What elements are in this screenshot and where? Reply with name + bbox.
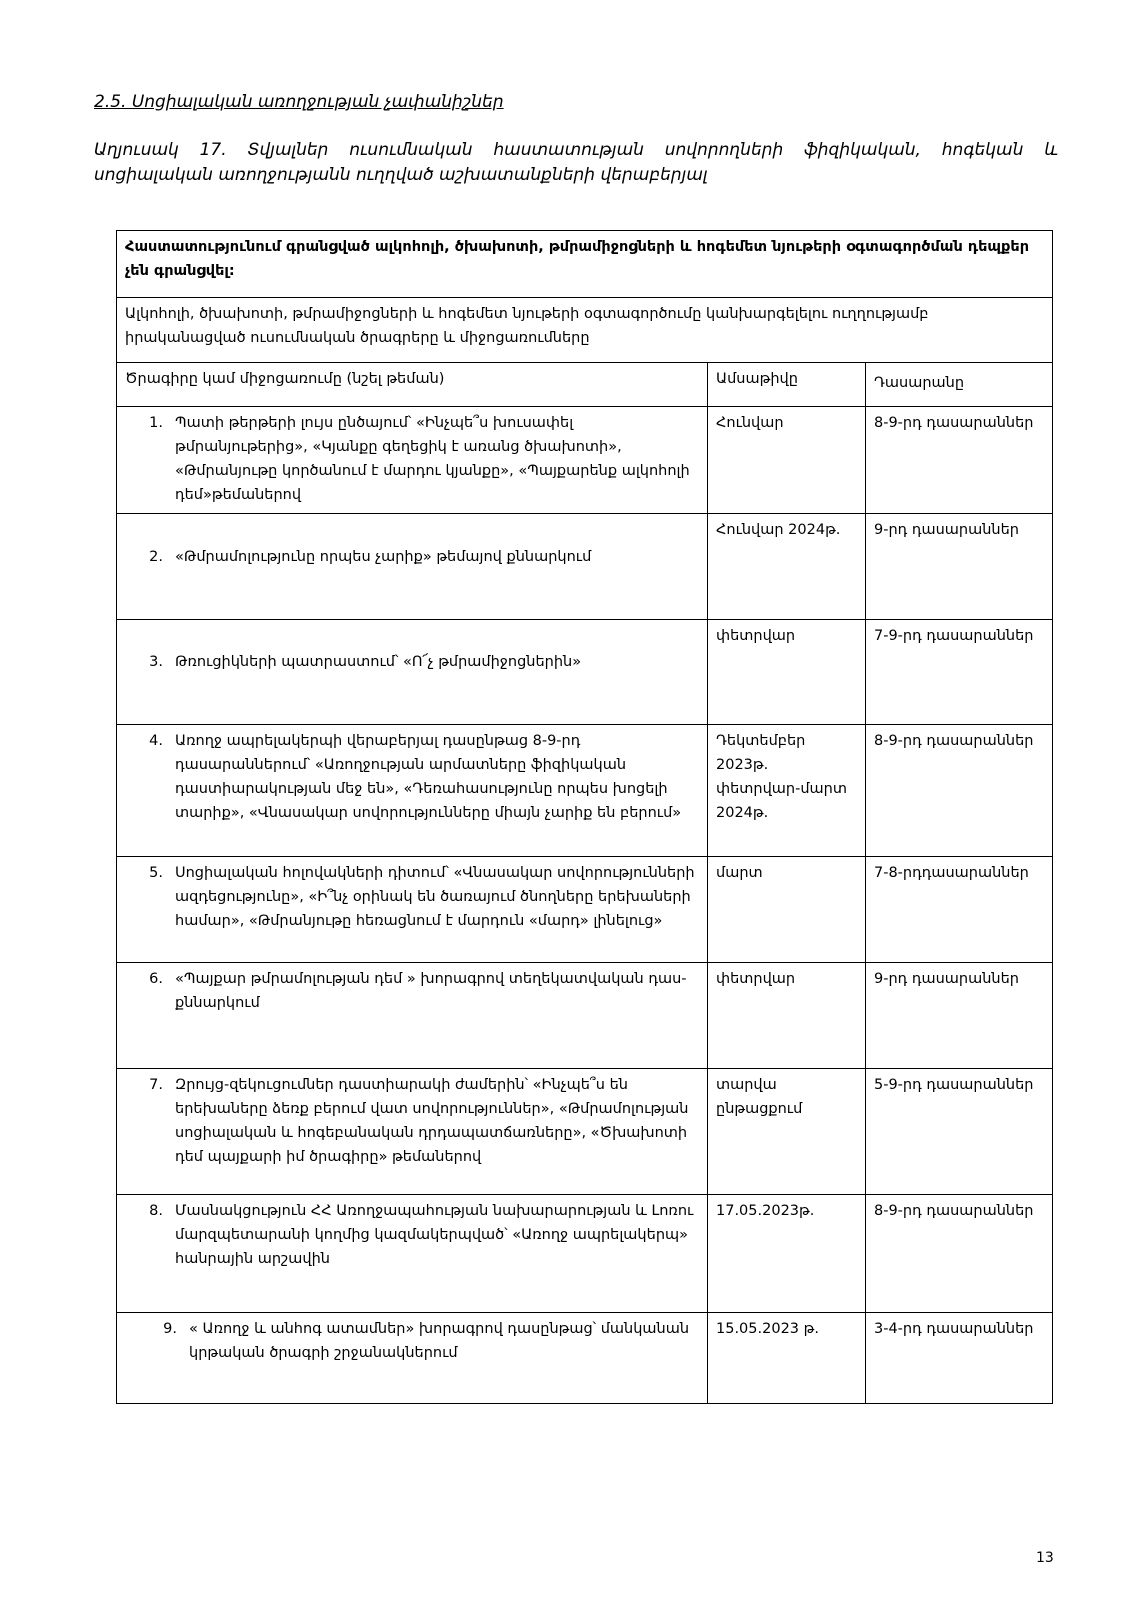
date-cell: Դեկտեմբեր 2023թ. փետրվար-մարտ 2024թ.	[708, 725, 866, 857]
section-title: 2.5. Սոցիալական առողջության չափանիշներ	[94, 92, 504, 112]
row-number: 5.	[149, 865, 163, 881]
date-cell: 17.05.2023թ.	[708, 1195, 866, 1313]
row-number: 4.	[149, 733, 163, 749]
date-cell: Հունվար	[708, 407, 866, 514]
row-number: 1.	[149, 415, 163, 431]
date-cell: փետրվար	[708, 963, 866, 1069]
program-cell	[117, 963, 708, 1069]
program-cell	[117, 620, 708, 725]
program-cell	[117, 725, 708, 857]
table-row	[117, 407, 1053, 514]
grade-cell: 8-9-րդ դասարաններ	[866, 407, 1053, 514]
header-date: Ամսաթիվը	[708, 363, 866, 407]
program-cell	[117, 1069, 708, 1195]
date-cell: տարվա ընթացքում	[708, 1069, 866, 1195]
table-header-row	[117, 363, 1053, 407]
row-number: 3.	[149, 654, 163, 670]
grade-cell: 9-րդ դասարաններ	[866, 963, 1053, 1069]
table-row	[117, 1313, 1053, 1404]
grade-cell: 7-8-րդդասարաններ	[866, 857, 1053, 963]
program-text: Սոցիալական հոլովակների դիտում՝ «Վնասակար սովորությունների ազդեցությունը», «Ի՞նչ օրինակ են ծառայում ծնողները երեխաների համար», «Թմրանյութը հեռացնում է մարդուն «մարդ» լինելուց»	[175, 865, 695, 929]
program-text: Առողջ ապրելակերպի վերաբերյալ դասընթաց 8-9-րդ դասարաններում՝ «Առողջության արմատները ֆիզիկական դաստիարակության մեջ են», «Դեռահասությունը որպես խոցելի տարիք», «Վնասակար սովորությունները միայն չարիք են բերում»	[175, 733, 682, 821]
row-number: 6.	[149, 971, 163, 987]
row-number: 8.	[149, 1203, 163, 1219]
program-text: Պատի թերթերի լույս ընծայում՝ «Ինչպե՞ս խուսափել թմրանյութերից», «Կյանքը գեղեցիկ է առանց ծխախոտի», «Թմրանյութը կործանում է մարդու կյանքը», «Պայքարենք ալկոհոլի դեմ»թեմաներով	[175, 415, 690, 503]
date-cell: Հունվար 2024թ.	[708, 514, 866, 620]
program-text: Զրույց-զեկուցումներ դաստիարակի ժամերին՝ «Ինչպե՞ս են երեխաները ձեռք բերում վատ սովորություններ», «Թմրամոլության սոցիալական և հոգեբանական դրդապատճառները», «Ծխախոտի դեմ պայքարի իմ ծրագիրը» թեմաներով	[175, 1077, 689, 1165]
programs-table	[116, 230, 1053, 1404]
grade-cell: 9-րդ դասարաններ	[866, 514, 1053, 620]
program-text: Մասնակցություն ՀՀ Առողջապահության նախարարության և Լոռու մարզպետարանի կողմից կազմակերպված՝ «Առողջ ապրելակերպ» հանրային արշավին	[175, 1203, 694, 1267]
row-number: 9.	[163, 1321, 177, 1337]
table-row	[117, 620, 1053, 725]
program-text: «Պայքար թմրամոլության դեմ » խորագրով տեղեկատվական դաս- քննարկում	[175, 971, 687, 1011]
program-text: « Առողջ և անհոգ ատամներ» խորագրով դասընթաց՝ մանկանան կրթական ծրագրի շրջանակներում	[189, 1321, 690, 1361]
programs-note: Ալկոհոլի, ծխախոտի, թմրամիջոցների և հոգեմետ նյութերի օգտագործումը կանխարգելելու ուղղությամբ իրականացված ուսումնական ծրագրերը և միջոցառումները	[117, 298, 1053, 363]
registered-cases-note: Հաստատությունում գրանցված ալկոհոլի, ծխախոտի, թմրամիջոցների և հոգեմետ նյութերի օգտագործման դեպքեր չեն գրանցվել:	[117, 231, 1053, 298]
page-number: 13	[1036, 1550, 1054, 1566]
table-row	[117, 963, 1053, 1069]
program-cell	[117, 514, 708, 620]
program-cell	[117, 857, 708, 963]
program-cell	[117, 407, 708, 514]
program-text: «Թմրամոլությունը որպես չարիք» թեմայով քննարկում	[175, 548, 592, 565]
row-number: 2.	[149, 548, 163, 565]
date-cell: 15.05.2023 թ.	[708, 1313, 866, 1404]
header-grade: Դասարանը	[866, 363, 1053, 407]
table-row	[117, 1069, 1053, 1195]
grade-cell: 7-9-րդ դասարաններ	[866, 620, 1053, 725]
table-row	[117, 725, 1053, 857]
table-note-row	[117, 298, 1053, 363]
grade-cell: 8-9-րդ դասարաններ	[866, 1195, 1053, 1313]
grade-cell: 5-9-րդ դասարաններ	[866, 1069, 1053, 1195]
grade-cell: 8-9-րդ դասարաններ	[866, 725, 1053, 857]
table-row	[117, 857, 1053, 963]
table-row	[117, 514, 1053, 620]
row-number: 7.	[149, 1077, 163, 1093]
header-program: Ծրագիրը կամ միջոցառումը (նշել թեման)	[117, 363, 708, 407]
table-caption: Աղյուսակ 17. Տվյալներ ուսումնական հաստատության սովորողների ֆիզիկական, հոգեկան և սոցիալական առողջությանն ուղղված աշխատանքների վերաբերյալ	[94, 140, 1058, 185]
date-cell: փետրվար	[708, 620, 866, 725]
program-text: Թռուցիկների պատրաստում՝ «Ո՜չ թմրամիջոցներին»	[175, 654, 582, 670]
program-cell	[117, 1313, 708, 1404]
program-cell	[117, 1195, 708, 1313]
table-row	[117, 1195, 1053, 1313]
table-note-row	[117, 231, 1053, 298]
grade-cell: 3-4-րդ դասարաններ	[866, 1313, 1053, 1404]
date-cell: մարտ	[708, 857, 866, 963]
